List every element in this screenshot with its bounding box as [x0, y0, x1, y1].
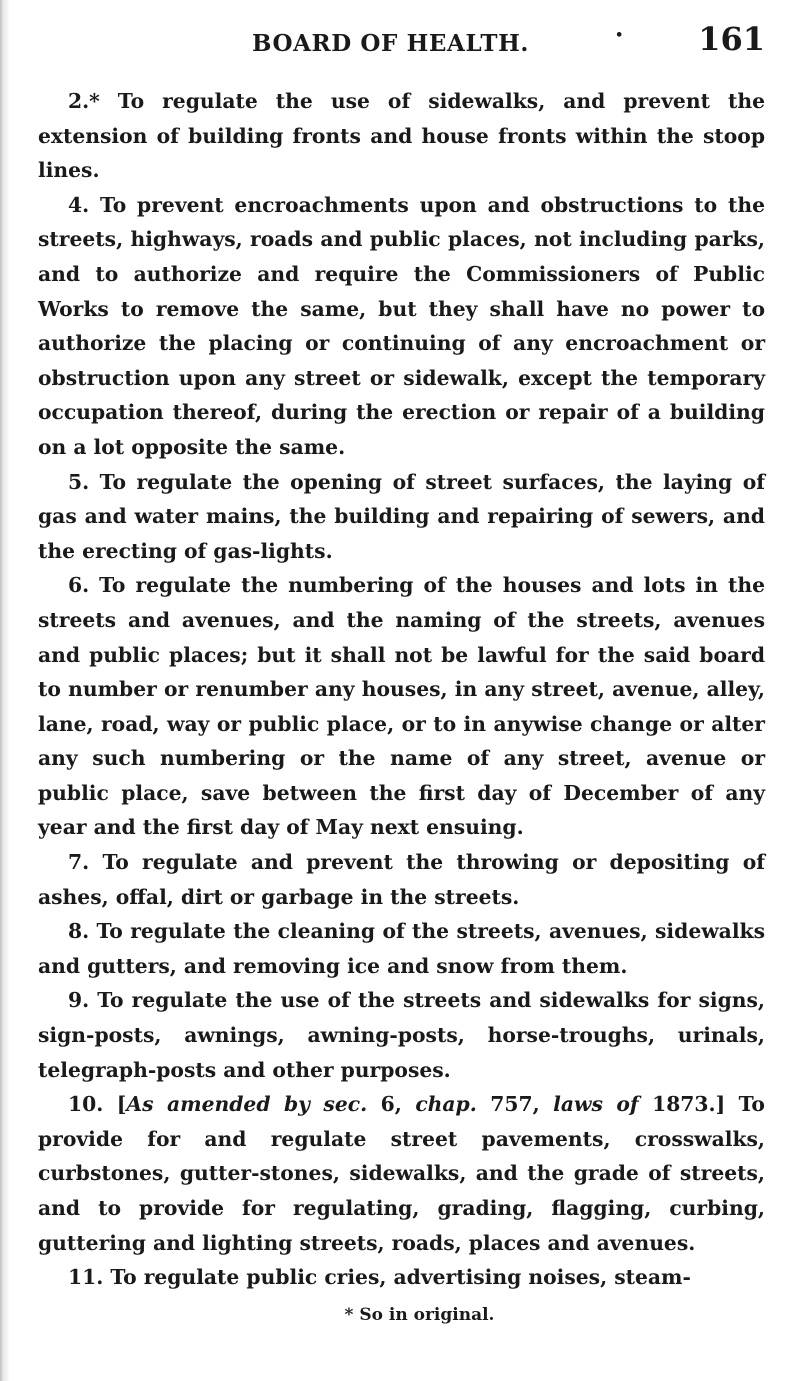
paragraph-sec-6 — [38, 568, 765, 845]
paragraph-text: 757, — [476, 1092, 554, 1117]
footnote: * So in original. — [344, 1304, 495, 1325]
binding-edge-shadow — [0, 0, 10, 1381]
paragraph-sec-2 — [38, 84, 765, 188]
book-page — [38, 20, 765, 1327]
page-number: 161 — [698, 20, 765, 58]
paragraph-text: 9. To regulate the use of the streets and sidewalks for signs, sign-posts, awnings, awning-posts, horse-troughs, urinals, telegraph-posts and other purposes. — [38, 988, 765, 1082]
paragraph-text: 1873.] To provide for and regulate street pavements, crosswalks, curbstones, gutter-stones, sidewalks, and the grade of streets, and to provide for regulating, grading, flagging, curbing, guttering and lighting streets, roads, places and avenues. — [38, 1092, 765, 1255]
paragraph-text: 2.* To regulate the use of sidewalks, and prevent the extension of building fronts and house fronts within the stoop lines. — [38, 89, 765, 183]
amendment-citation-italic: As amended by sec. — [126, 1092, 368, 1117]
page-header — [38, 20, 765, 70]
amendment-citation-italic: chap. — [415, 1092, 477, 1117]
paragraph-sec-4 — [38, 188, 765, 465]
paragraph-text: 10. [ — [68, 1092, 127, 1117]
paragraph-sec-8 — [38, 914, 765, 983]
paragraph-sec-11 — [38, 1260, 765, 1295]
paragraph-sec-7 — [38, 845, 765, 914]
paragraph-text: 4. To prevent encroachments upon and obstructions to the streets, highways, roads and public places, not including parks, and to authorize and require the Commissioners of Public Works to remove the same, but they shall have no power to authorize the placing or continuing of any encroachment or obstruction upon any street or sidewalk, except the temporary occupation thereof, during the erection or repair of a building on a lot opposite the same. — [38, 192, 765, 459]
header-separator-dot: • — [615, 28, 624, 43]
paragraph-text: 7. To regulate and prevent the throwing or depositing of ashes, offal, dirt or garbage in the streets. — [38, 850, 765, 909]
paragraph-text: 11. To regulate public cries, advertising noises, steam- — [68, 1265, 691, 1290]
paragraph-sec-9 — [38, 983, 765, 1087]
paragraph-sec-10 — [38, 1087, 765, 1260]
paragraph-text: 6. To regulate the numbering of the houses and lots in the streets and avenues, and the naming of the streets, avenues and public places; but it shall not be lawful for the said board to number or renumber any houses, in any street, avenue, alley, lane, road, way or public place, or to in anywise change or alter any such numbering or the name of any street, avenue or public place, save between the first day of December of any year and the first day of May next ensuing. — [38, 573, 765, 840]
amendment-citation-italic: laws of — [553, 1092, 639, 1117]
paragraph-text: 8. To regulate the cleaning of the streets, avenues, sidewalks and gutters, and removing ice and snow from them. — [38, 919, 765, 978]
body-text — [38, 84, 765, 1295]
paragraph-text: 5. To regulate the opening of street surfaces, the laying of gas and water mains, the building and repairing of sewers, and the erecting of gas-lights. — [38, 469, 765, 563]
paragraph-sec-5 — [38, 465, 765, 569]
running-head: BOARD OF HEALTH. — [252, 30, 530, 57]
paragraph-text: 6, — [367, 1092, 416, 1117]
